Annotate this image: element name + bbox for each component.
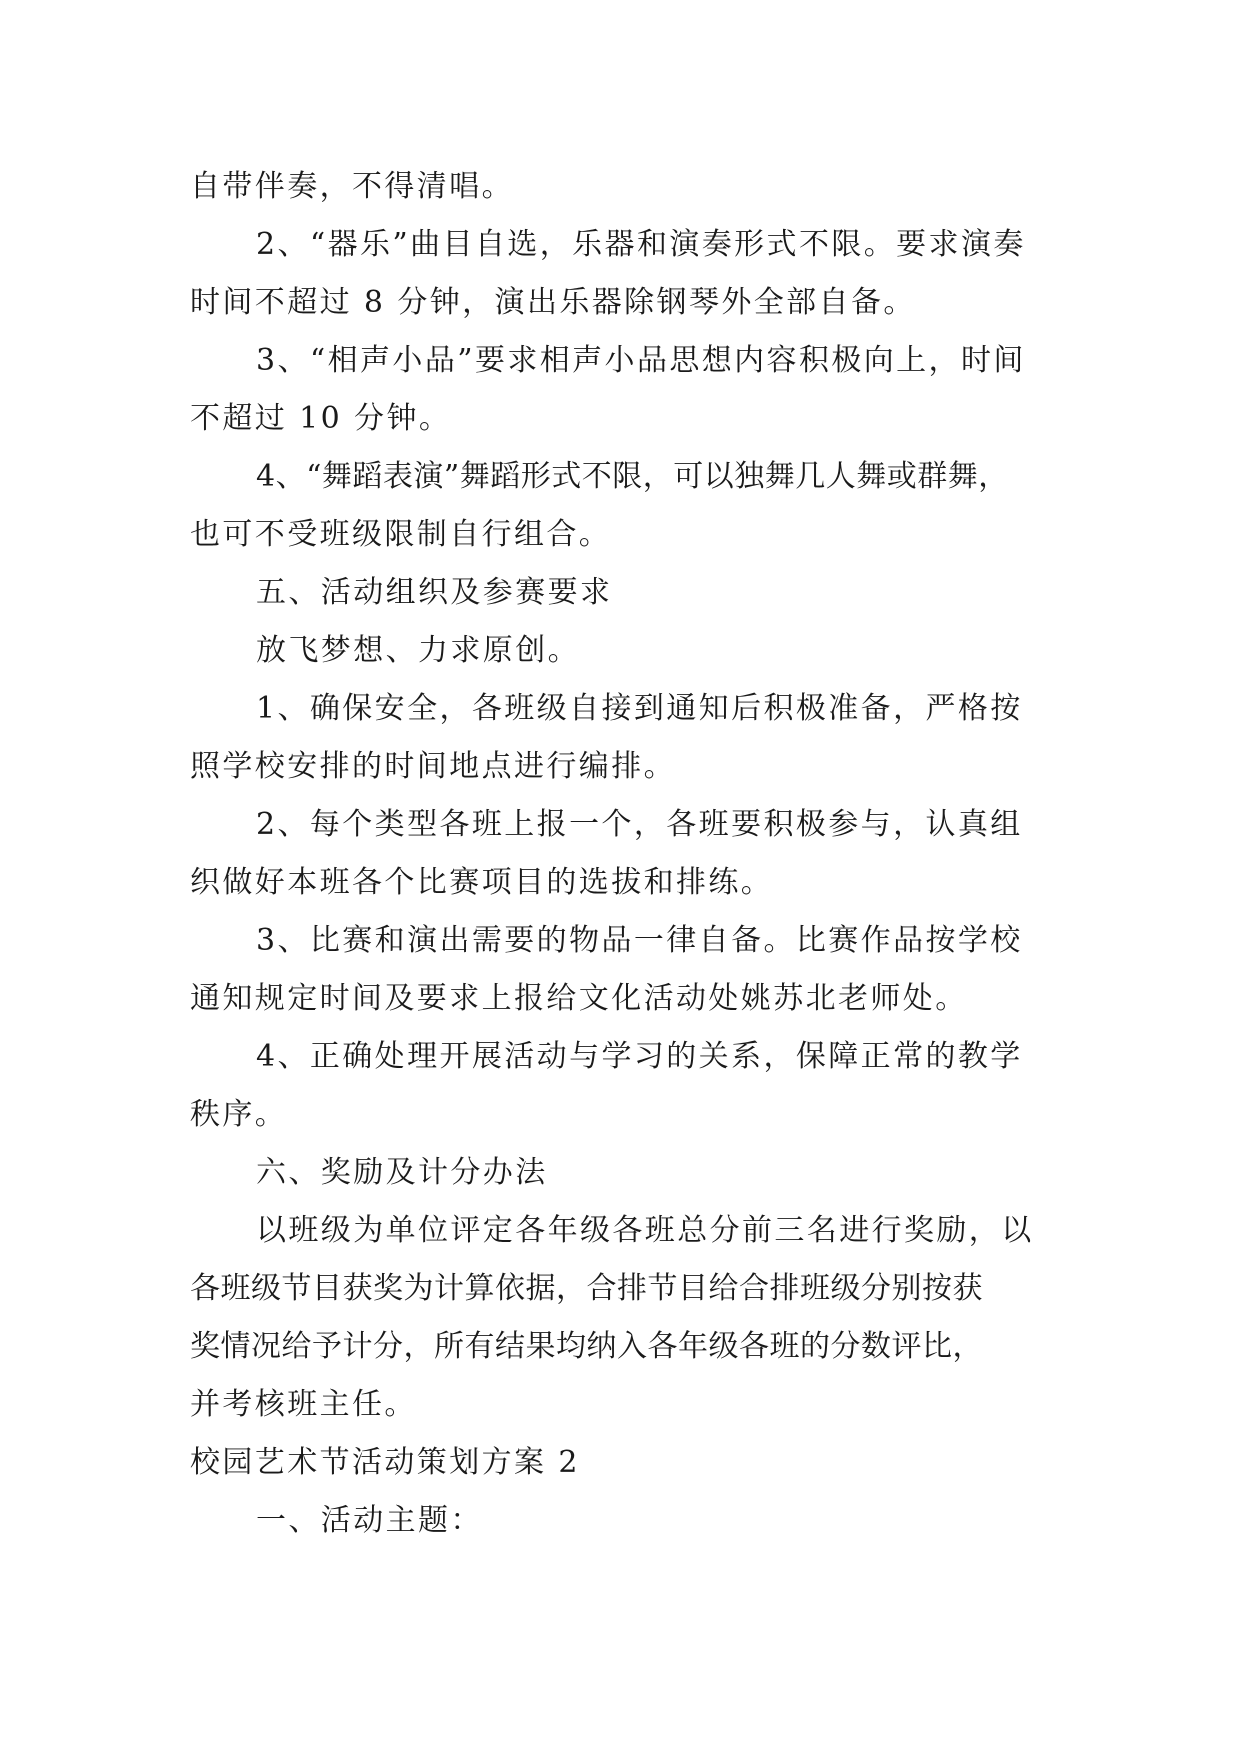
paragraph-line: 4、正确处理开展活动与学习的关系，保障正常的教学 — [256, 1039, 1023, 1074]
paragraph-line: 4、“舞蹈表演”舞蹈形式不限，可以独舞几人舞或群舞， — [256, 459, 1009, 494]
paragraph-line: 秩序。 — [190, 1097, 288, 1132]
paragraph-line: 通知规定时间及要求上报给文化活动处姚苏北老师处。 — [190, 981, 968, 1016]
section-heading: 一、活动主题： — [256, 1503, 483, 1538]
paragraph-line: 并考核班主任。 — [190, 1387, 417, 1422]
paragraph-line: 奖情况给予计分，所有结果均纳入各年级各班的分数评比， — [190, 1329, 983, 1364]
document-title: 校园艺术节活动策划方案 2 — [190, 1445, 580, 1480]
section-heading: 五、活动组织及参赛要求 — [256, 575, 613, 610]
paragraph-line: 1、确保安全，各班级自接到通知后积极准备，严格按 — [256, 691, 1023, 726]
paragraph-line: 各班级节目获奖为计算依据，合排节目给合排班级分别按获 — [190, 1271, 983, 1306]
paragraph-line: 放飞梦想、力求原创。 — [256, 633, 580, 668]
paragraph-line: 3、“相声小品”要求相声小品思想内容积极向上，时间 — [256, 343, 1026, 378]
paragraph-line: 照学校安排的时间地点进行编排。 — [190, 749, 676, 784]
paragraph-line: 2、“器乐”曲目自选，乐器和演奏形式不限。要求演奏 — [256, 227, 1026, 262]
paragraph-line: 织做好本班各个比赛项目的选拔和排练。 — [190, 865, 774, 900]
section-heading: 六、奖励及计分办法 — [256, 1155, 548, 1190]
paragraph-line: 2、每个类型各班上报一个，各班要积极参与，认真组 — [256, 807, 1023, 842]
paragraph-line: 自带伴奏，不得清唱。 — [190, 169, 514, 204]
paragraph-line: 以班级为单位评定各年级各班总分前三名进行奖励，以 — [256, 1213, 1034, 1248]
document-body — [190, 158, 1050, 1550]
paragraph-line: 时间不超过 8 分钟，演出乐器除钢琴外全部自备。 — [190, 285, 916, 320]
paragraph-line: 3、比赛和演出需要的物品一律自备。比赛作品按学校 — [256, 923, 1023, 958]
paragraph-line: 也可不受班级限制自行组合。 — [190, 517, 612, 552]
paragraph-line: 不超过 10 分钟。 — [190, 401, 452, 436]
